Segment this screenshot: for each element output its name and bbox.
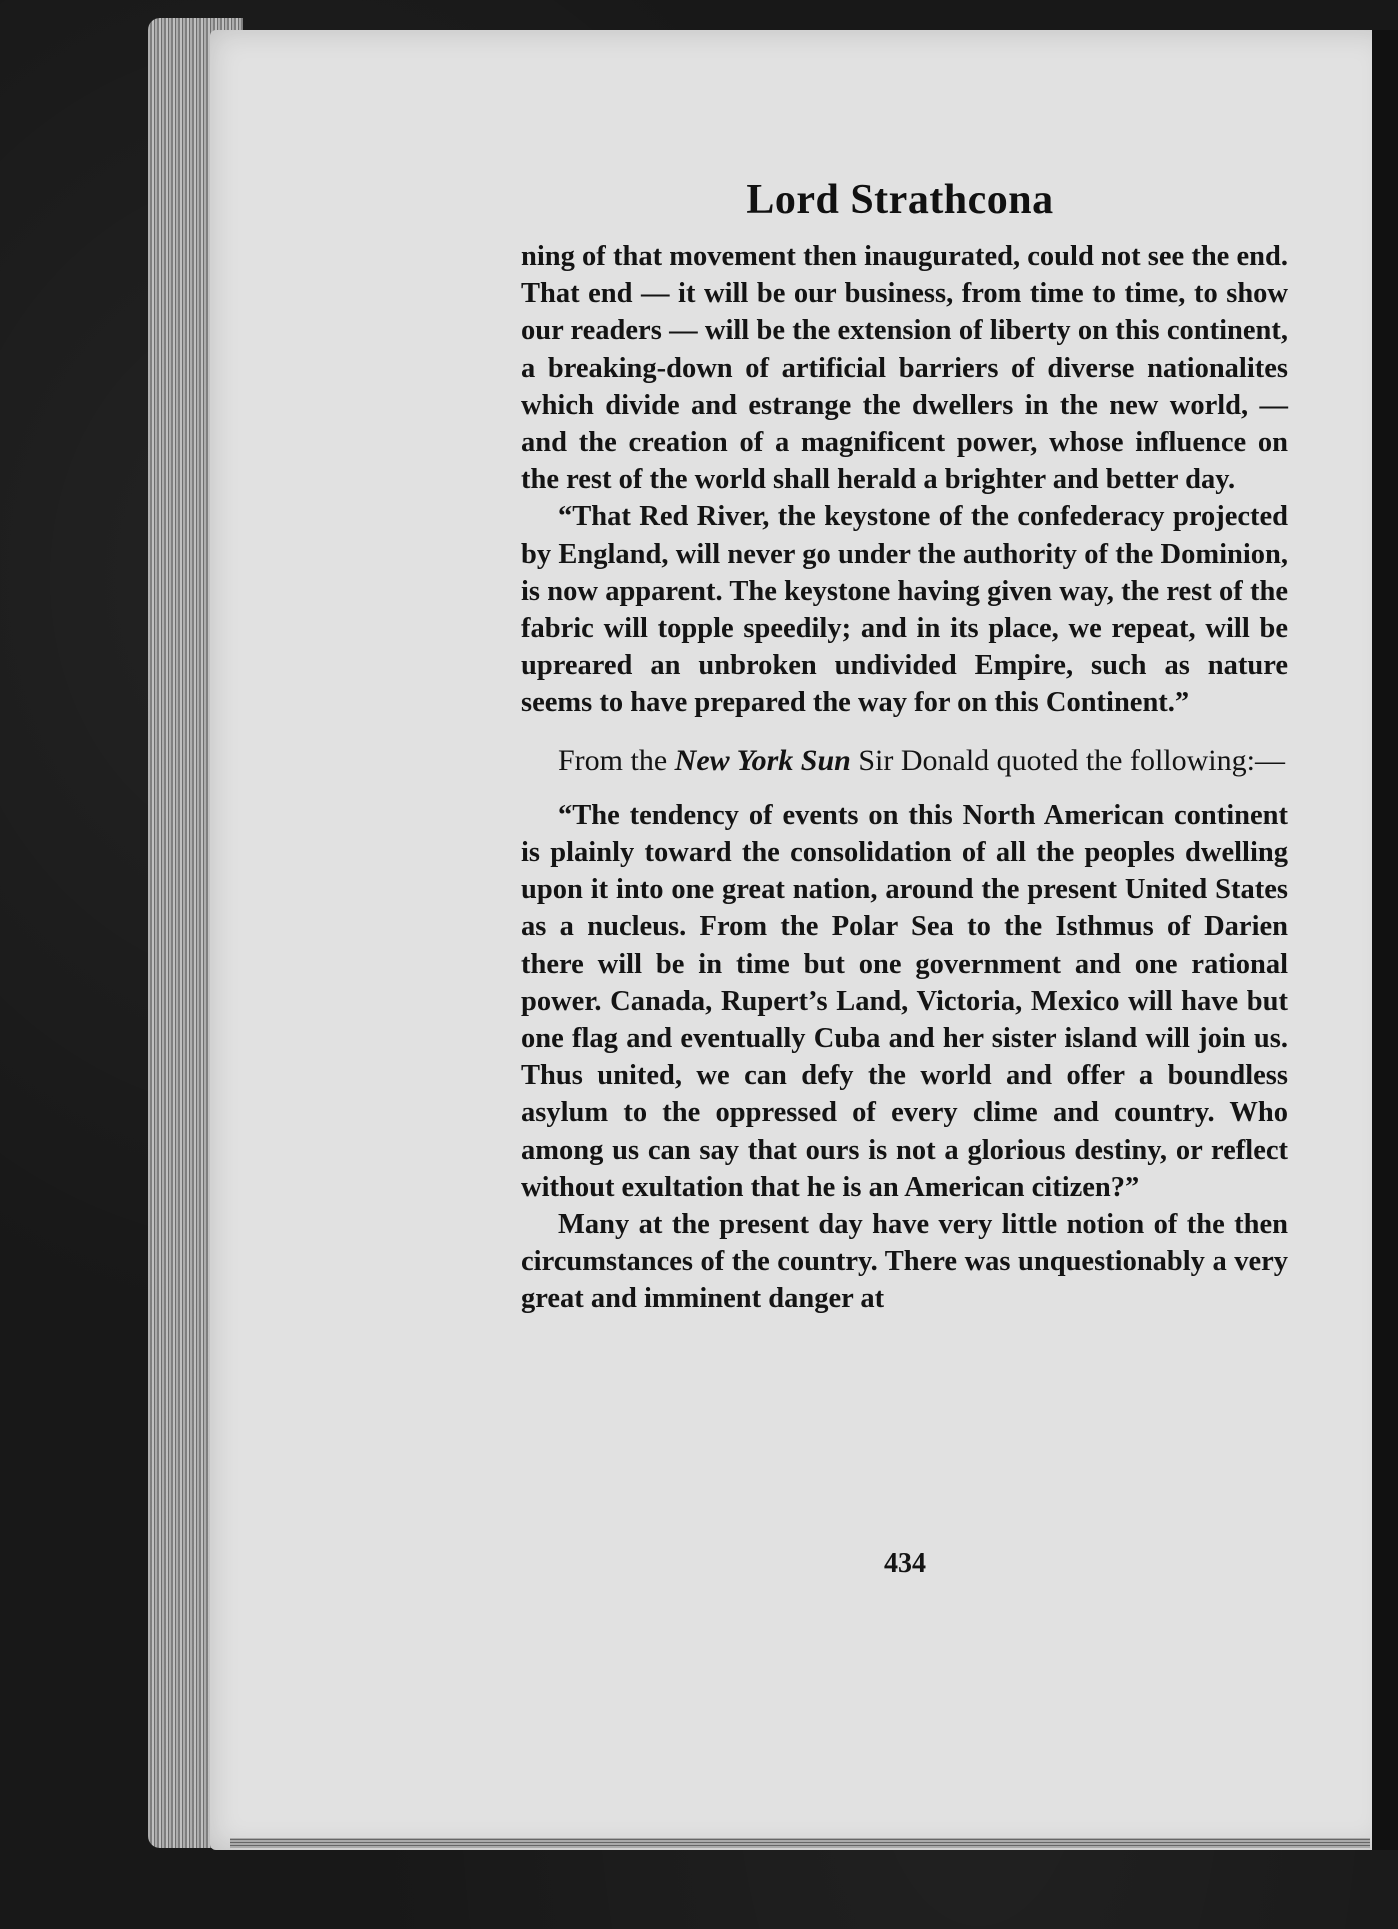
page-bottom-edge [230, 1838, 1370, 1848]
newspaper-title: New York Sun [674, 743, 851, 777]
paragraph-continuation: ning of that movement then inaugurated, could not see the end. That end — it will be our business, from time to time, to show our readers — will be the extension of liberty on this continent, a breaking-down of artificial barriers of diverse nationalites which divide and estrange the dwellers in the new world, — and the creation of a magnificent power, whose influence on the rest of the world shall herald a brighter and better day. [521, 241, 1288, 496]
paragraph-many-at-present: Many at the present day have very little notion of the then circumstances of the country. There was unquestionably a very great and imminent danger at [521, 1209, 1288, 1315]
paragraph-quote-red-river: “That Red River, the keystone of the confederacy projected by England, will never go under the authority of the Dominion, is now apparent. The keystone having given way, the rest of the fabric will topple speedily; and in its place, we repeat, will be upreared an unbroken undivided Empire, such as nature seems to have prepared the way for on this Continent.” [521, 501, 1288, 719]
paragraph-attribution [521, 742, 1288, 779]
running-head: Lord Strathcona [746, 177, 1054, 223]
attribution-lead: From the [558, 743, 675, 777]
binding-shadow [1372, 30, 1398, 1850]
paragraph-quote-new-york-sun: “The tendency of events on this North American continent is plainly toward the consolidation of all the peoples dwelling upon it into one great nation, around the present United States as a nucleus. From the Polar Sea to the Isthmus of Darien there will be in time but one government and one rational power. Canada, Rupert’s Land, Victoria, Mexico will have but one flag and eventually Cuba and her sister island will join us. Thus united, we can defy the world and offer a boundless asylum to the oppressed of every clime and country. Who among us can say that ours is not a glorious destiny, or reflect without exultation that he is an American citizen?” [521, 799, 1288, 1203]
page-number: 434 [884, 1548, 926, 1579]
attribution-tail: Sir Donald quoted the following:— [850, 743, 1285, 777]
body-text [521, 238, 1288, 1318]
